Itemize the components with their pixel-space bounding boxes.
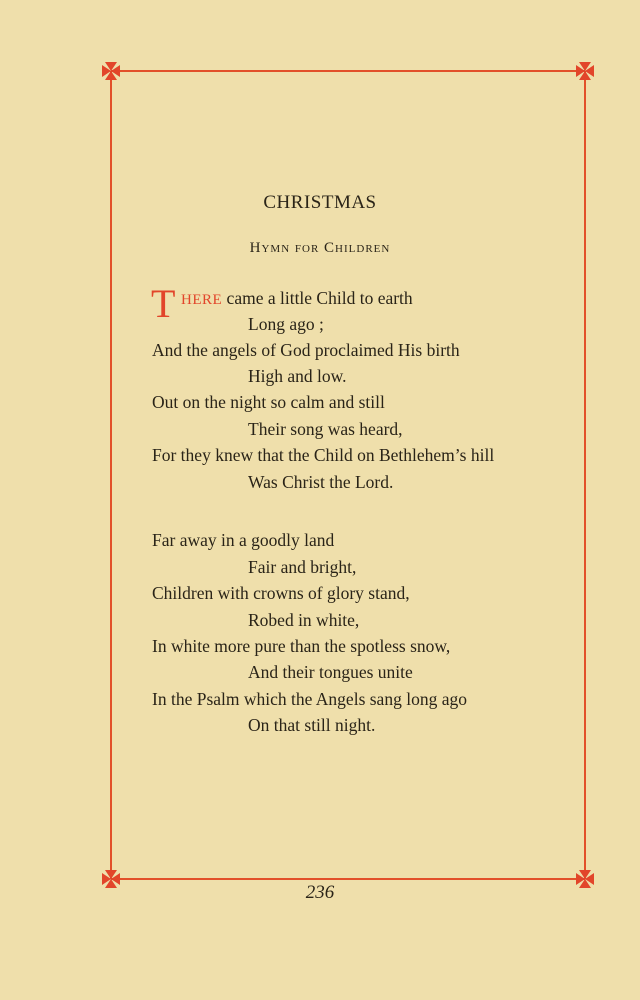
poem-line: Children with crowns of glory stand, xyxy=(152,583,410,603)
maltese-cross-icon xyxy=(574,60,596,82)
poem-line: On that still night. xyxy=(248,715,376,735)
border-bottom xyxy=(111,878,585,880)
poem-line-1 xyxy=(181,288,413,310)
poem-line: In white more pure than the spotless snow, xyxy=(152,636,451,656)
poem-line: Robed in white, xyxy=(248,610,360,630)
poem-line: For they knew that the Child on Bethlehem’s hill xyxy=(152,445,495,465)
first-line-rest: came a little Child to earth xyxy=(222,288,413,308)
poem-line: In the Psalm which the Angels sang long ago xyxy=(152,689,467,709)
border-top xyxy=(111,70,585,72)
poem-subtitle: Hymn for Children xyxy=(249,240,391,256)
poem-line: Out on the night so calm and still xyxy=(152,392,385,412)
drop-cap: T xyxy=(151,281,176,326)
poem-line: Their song was heard, xyxy=(248,419,403,439)
poem-line: Was Christ the Lord. xyxy=(248,472,394,492)
poem-line: Fair and bright, xyxy=(248,557,357,577)
poem-line: Long ago ; xyxy=(248,314,324,334)
poem-line: High and low. xyxy=(248,366,347,386)
first-word-rest: HERE xyxy=(181,292,223,308)
poem-line: Far away in a goodly land xyxy=(152,530,335,550)
page-number: 236 xyxy=(305,882,335,903)
poem-line: And their tongues unite xyxy=(248,662,413,682)
poem-line: And the angels of God proclaimed His birth xyxy=(152,340,460,360)
maltese-cross-icon xyxy=(100,60,122,82)
poem-title: CHRISTMAS xyxy=(263,192,377,213)
